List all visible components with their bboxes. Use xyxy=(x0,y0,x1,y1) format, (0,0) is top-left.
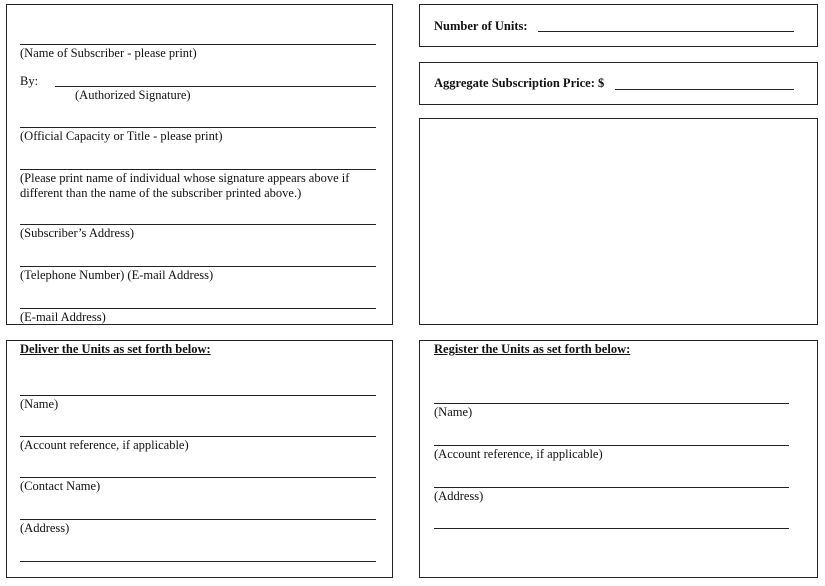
deliver-account-line[interactable] xyxy=(20,436,376,437)
address-label: (Subscriber’s Address) xyxy=(20,226,134,240)
signature-label: (Authorized Signature) xyxy=(75,88,191,102)
register-heading: Register the Units as set forth below: xyxy=(434,342,631,356)
register-name-label: (Name) xyxy=(434,405,473,419)
by-label: By: xyxy=(20,74,39,88)
individual-name-label: (Please print name of individual whose signature appears above if different than the name of the subscriber printed above.) xyxy=(20,171,350,200)
subscriber-name-line[interactable] xyxy=(20,44,376,45)
subscriber-name-label: (Name of Subscriber - please print) xyxy=(20,46,197,60)
deliver-contact-line[interactable] xyxy=(20,477,376,478)
deliver-name-label: (Name) xyxy=(20,397,59,411)
register-address-label: (Address) xyxy=(434,489,484,503)
title-label: (Official Capacity or Title - please print) xyxy=(20,129,223,143)
deliver-box xyxy=(6,340,393,578)
price-field[interactable] xyxy=(615,89,794,90)
email-line[interactable] xyxy=(20,308,376,309)
register-name-line[interactable] xyxy=(434,403,789,404)
title-line[interactable] xyxy=(20,127,376,128)
deliver-heading: Deliver the Units as set forth below: xyxy=(20,342,211,356)
register-account-line[interactable] xyxy=(434,445,789,446)
email-label: (E-mail Address) xyxy=(20,310,106,324)
units-label: Number of Units: xyxy=(434,19,528,33)
address-line[interactable] xyxy=(20,224,376,225)
deliver-address-label: (Address) xyxy=(20,521,70,535)
phone-email-label: (Telephone Number) (E-mail Address) xyxy=(20,268,214,282)
individual-name-line[interactable] xyxy=(20,169,376,170)
deliver-address-line[interactable] xyxy=(20,519,376,520)
register-address-line[interactable] xyxy=(434,487,789,488)
blank-box xyxy=(419,118,818,325)
phone-line[interactable] xyxy=(20,266,376,267)
signature-line[interactable] xyxy=(55,86,376,87)
deliver-account-label: (Account reference, if applicable) xyxy=(20,438,189,452)
deliver-contact-label: (Contact Name) xyxy=(20,479,101,493)
units-field[interactable] xyxy=(538,31,794,32)
price-label: Aggregate Subscription Price: $ xyxy=(434,76,605,90)
register-account-label: (Account reference, if applicable) xyxy=(434,447,603,461)
deliver-address-line-2[interactable] xyxy=(20,561,376,562)
register-address-line-2[interactable] xyxy=(434,528,789,529)
deliver-name-line[interactable] xyxy=(20,395,376,396)
